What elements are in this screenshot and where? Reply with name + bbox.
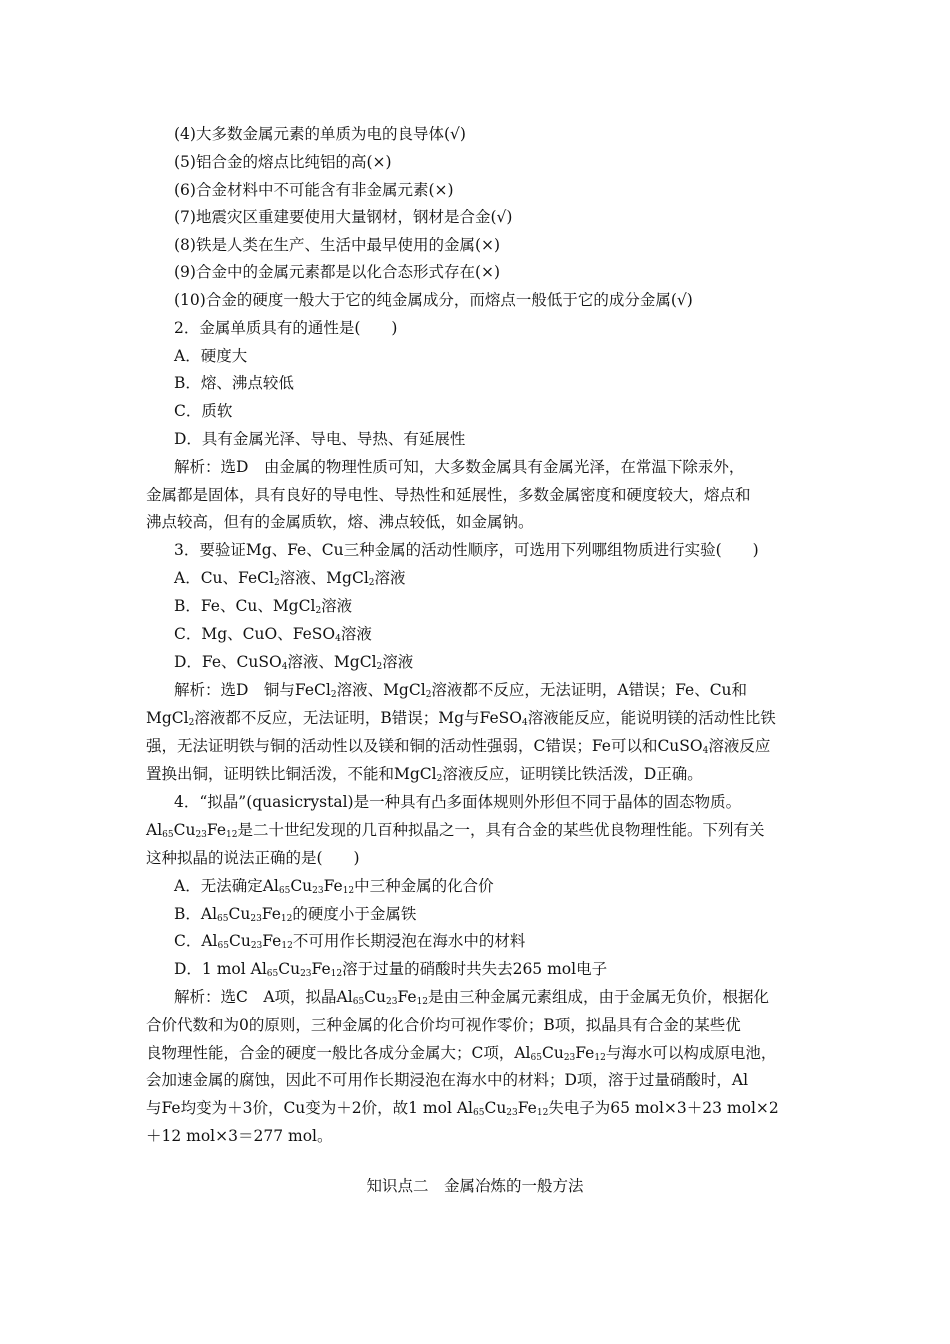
q4-analysis-line-4: 会加速金属的腐蚀，因此不可用作长期浸泡在海水中的材料；D项，溶于过量硝酸时，Al bbox=[146, 1071, 749, 1089]
q4-analysis-line-2: 合价代数和为0的原则，三种金属的化合价均可视作零价；B项，拟晶具有合金的某些优 bbox=[146, 1016, 741, 1034]
q2-stem: 2．金属单质具有的通性是( ) bbox=[174, 319, 398, 337]
q2-analysis-line-2: 金属都是固体，具有良好的导电性、导热性和延展性，多数金属密度和硬度较大，熔点和 bbox=[146, 486, 751, 504]
q3-analysis-line-2: MgCl$_2$溶液都不反应，无法证明，B错误；Mg与FeSO$_4$溶液能反应，能说明镁的活动性比铁 bbox=[146, 709, 776, 728]
q4-analysis-line-5: 与Fe均变为＋3价，Cu变为＋2价，故1 mol $Al_{65}Cu_{23}Fe_{12}$失电子为65 mol×3＋23 mol×2 bbox=[146, 1099, 779, 1118]
q4-stem-line-3: 这种拟晶的说法正确的是( ) bbox=[146, 849, 360, 867]
q1-item-5: (5)铝合金的熔点比纯铝的高(×) bbox=[174, 153, 392, 171]
q3-stem: 3．要验证Mg、Fe、Cu三种金属的活动性顺序，可选用下列哪组物质进行实验( ) bbox=[174, 541, 759, 559]
q1-item-7: (7)地震灾区重建要使用大量钢材，钢材是合金(√) bbox=[174, 208, 513, 226]
q3-option-c: C．Mg、CuO、FeSO$_4$溶液 bbox=[174, 625, 372, 644]
q3-analysis-line-4: 置换出铜，证明铁比铜活泼，不能和MgCl$_2$溶液反应，证明镁比铁活泼，D正确。 bbox=[146, 765, 703, 784]
q3-analysis-line-3: 强，无法证明铁与铜的活动性以及镁和铜的活动性强弱，C错误；Fe可以和CuSO$_4$溶液反应 bbox=[146, 737, 771, 756]
q2-option-b: B．熔、沸点较低 bbox=[174, 374, 294, 392]
q2-option-d: D．具有金属光泽、导电、导热、有延展性 bbox=[174, 430, 466, 448]
q4-analysis-line-3: 良物理性能，合金的硬度一般比各成分金属大；C项，$Al_{65}Cu_{23}Fe_{12}$与海水可以构成原电池， bbox=[146, 1044, 777, 1063]
q2-analysis-line-1: 解析：选D 由金属的物理性质可知，大多数金属具有金属光泽，在常温下除汞外， bbox=[174, 458, 745, 476]
q1-item-6: (6)合金材料中不可能含有非金属元素(×) bbox=[174, 181, 454, 199]
q2-option-c: C．质软 bbox=[174, 402, 233, 420]
q4-option-d: D．1 mol $Al_{65}Cu_{23}Fe_{12}$溶于过量的硝酸时共失去265 mol电子 bbox=[174, 960, 608, 979]
q1-item-4: (4)大多数金属元素的单质为电的良导体(√) bbox=[174, 125, 466, 143]
q4-stem-line-2: $Al_{65}Cu_{23}Fe_{12}$是二十世纪发现的几百种拟晶之一，具有合金的某些优良物理性能。下列有关 bbox=[146, 821, 765, 840]
q4-analysis-line-1: 解析：选C A项，拟晶$Al_{65}Cu_{23}Fe_{12}$是由三种金属元素组成，由于金属无负价，根据化 bbox=[174, 988, 770, 1007]
q4-option-a: A．无法确定$Al_{65}Cu_{23}Fe_{12}$中三种金属的化合价 bbox=[174, 877, 494, 896]
q3-option-a: A．Cu、FeCl$_2$溶液、MgCl$_2$溶液 bbox=[174, 569, 406, 588]
q2-option-a: A．硬度大 bbox=[174, 347, 248, 365]
section-title: 知识点二 金属冶炼的一般方法 bbox=[366, 1177, 584, 1195]
q4-option-c: C．$Al_{65}Cu_{23}Fe_{12}$不可用作长期浸泡在海水中的材料 bbox=[174, 932, 526, 951]
q3-analysis-line-1: 解析：选D 铜与FeCl$_2$溶液、MgCl$_2$溶液都不反应，无法证明，A错误；Fe、Cu和 bbox=[174, 681, 748, 700]
q4-stem-line-1: 4．“拟晶”(quasicrystal)是一种具有凸多面体规则外形但不同于晶体的固态物质。 bbox=[174, 793, 742, 811]
q3-option-d: D．Fe、CuSO$_4$溶液、MgCl$_2$溶液 bbox=[174, 653, 414, 672]
q1-item-10: (10)合金的硬度一般大于它的纯金属成分，而熔点一般低于它的成分金属(√) bbox=[174, 291, 693, 309]
q3-option-b: B．Fe、Cu、MgCl$_2$溶液 bbox=[174, 597, 353, 616]
q1-item-8: (8)铁是人类在生产、生活中最早使用的金属(×) bbox=[174, 236, 501, 254]
q1-item-9: (9)合金中的金属元素都是以化合态形式存在(×) bbox=[174, 263, 501, 281]
q2-analysis-line-3: 沸点较高，但有的金属质软，熔、沸点较低，如金属钠。 bbox=[146, 513, 534, 531]
q4-analysis-line-6: ＋12 mol×3＝277 mol。 bbox=[146, 1127, 333, 1145]
q4-option-b: B．$Al_{65}Cu_{23}Fe_{12}$的硬度小于金属铁 bbox=[174, 905, 417, 924]
